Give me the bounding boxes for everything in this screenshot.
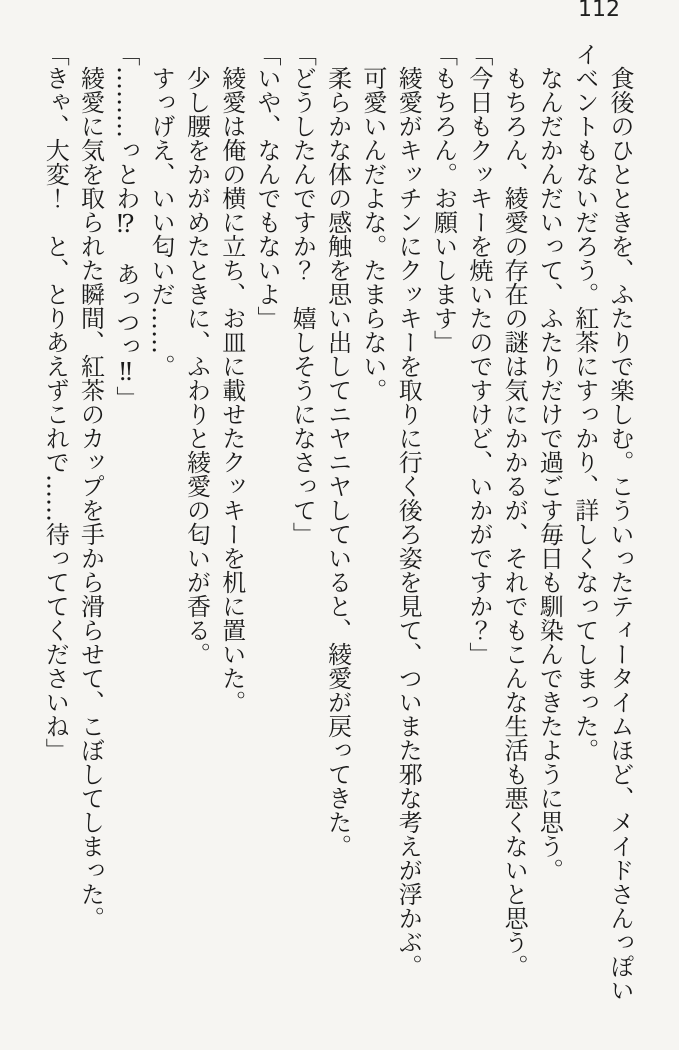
narrative-paragraph: 少し腰をかがめたときに、ふわりと綾愛の匂いが香る。 <box>182 66 211 666</box>
narrative-paragraph: 綾愛がキッチンにクッキーを取りに行く後ろ姿を見て、ついまた邪な考えが浮かぶ。 <box>394 66 423 978</box>
dialogue-paragraph: 「………っとわ⁉ あっつっ‼」 <box>111 42 140 410</box>
text-body <box>36 42 637 1015</box>
page-number: 112 <box>578 0 620 22</box>
dialogue-paragraph: 「きゃ、大変！ と、とりあえずこれで……待っててくださいね」 <box>41 42 70 762</box>
narrative-paragraph: もちろん、綾愛の存在の謎は気にかかるが、それでもこんな生活も悪くないと思う。 <box>500 66 529 978</box>
dialogue-paragraph: 「もちろん。お願いします」 <box>429 42 458 354</box>
narrative-paragraph: 綾愛に気を取られた瞬間、紅茶のカップを手から滑らせて、こぼしてしまった。 <box>76 66 105 930</box>
dialogue-paragraph: 「どうしたんですか？ 嬉しそうになさって」 <box>288 42 317 546</box>
narrative-paragraph: 可愛いんだよな。たまらない。 <box>358 66 387 402</box>
narrative-paragraph: 柔らかな体の感触を思い出してニヤニヤしていると、綾愛が戻ってきた。 <box>323 66 352 858</box>
dialogue-paragraph: 「いや、なんでもないよ」 <box>253 42 282 330</box>
narrative-paragraph: なんだかんだいって、ふたりだけで過ごす毎日も馴染んできたように思う。 <box>535 66 564 882</box>
narrative-paragraph: 食後のひとときを、ふたりで楽しむ。こういったティータイムほど、メイドさんっぽいイベントもないだろう。紅茶にすっかり、詳しくなってしまった。 <box>570 42 634 1002</box>
narrative-paragraph: 綾愛は俺の横に立ち、お皿に載せたクッキーを机に置いた。 <box>217 66 246 714</box>
dialogue-paragraph: 「今日もクッキーを焼いたのですけど、いかがですか？」 <box>464 42 493 666</box>
narrative-paragraph: すっげえ、いい匂いだ……。 <box>147 66 176 378</box>
